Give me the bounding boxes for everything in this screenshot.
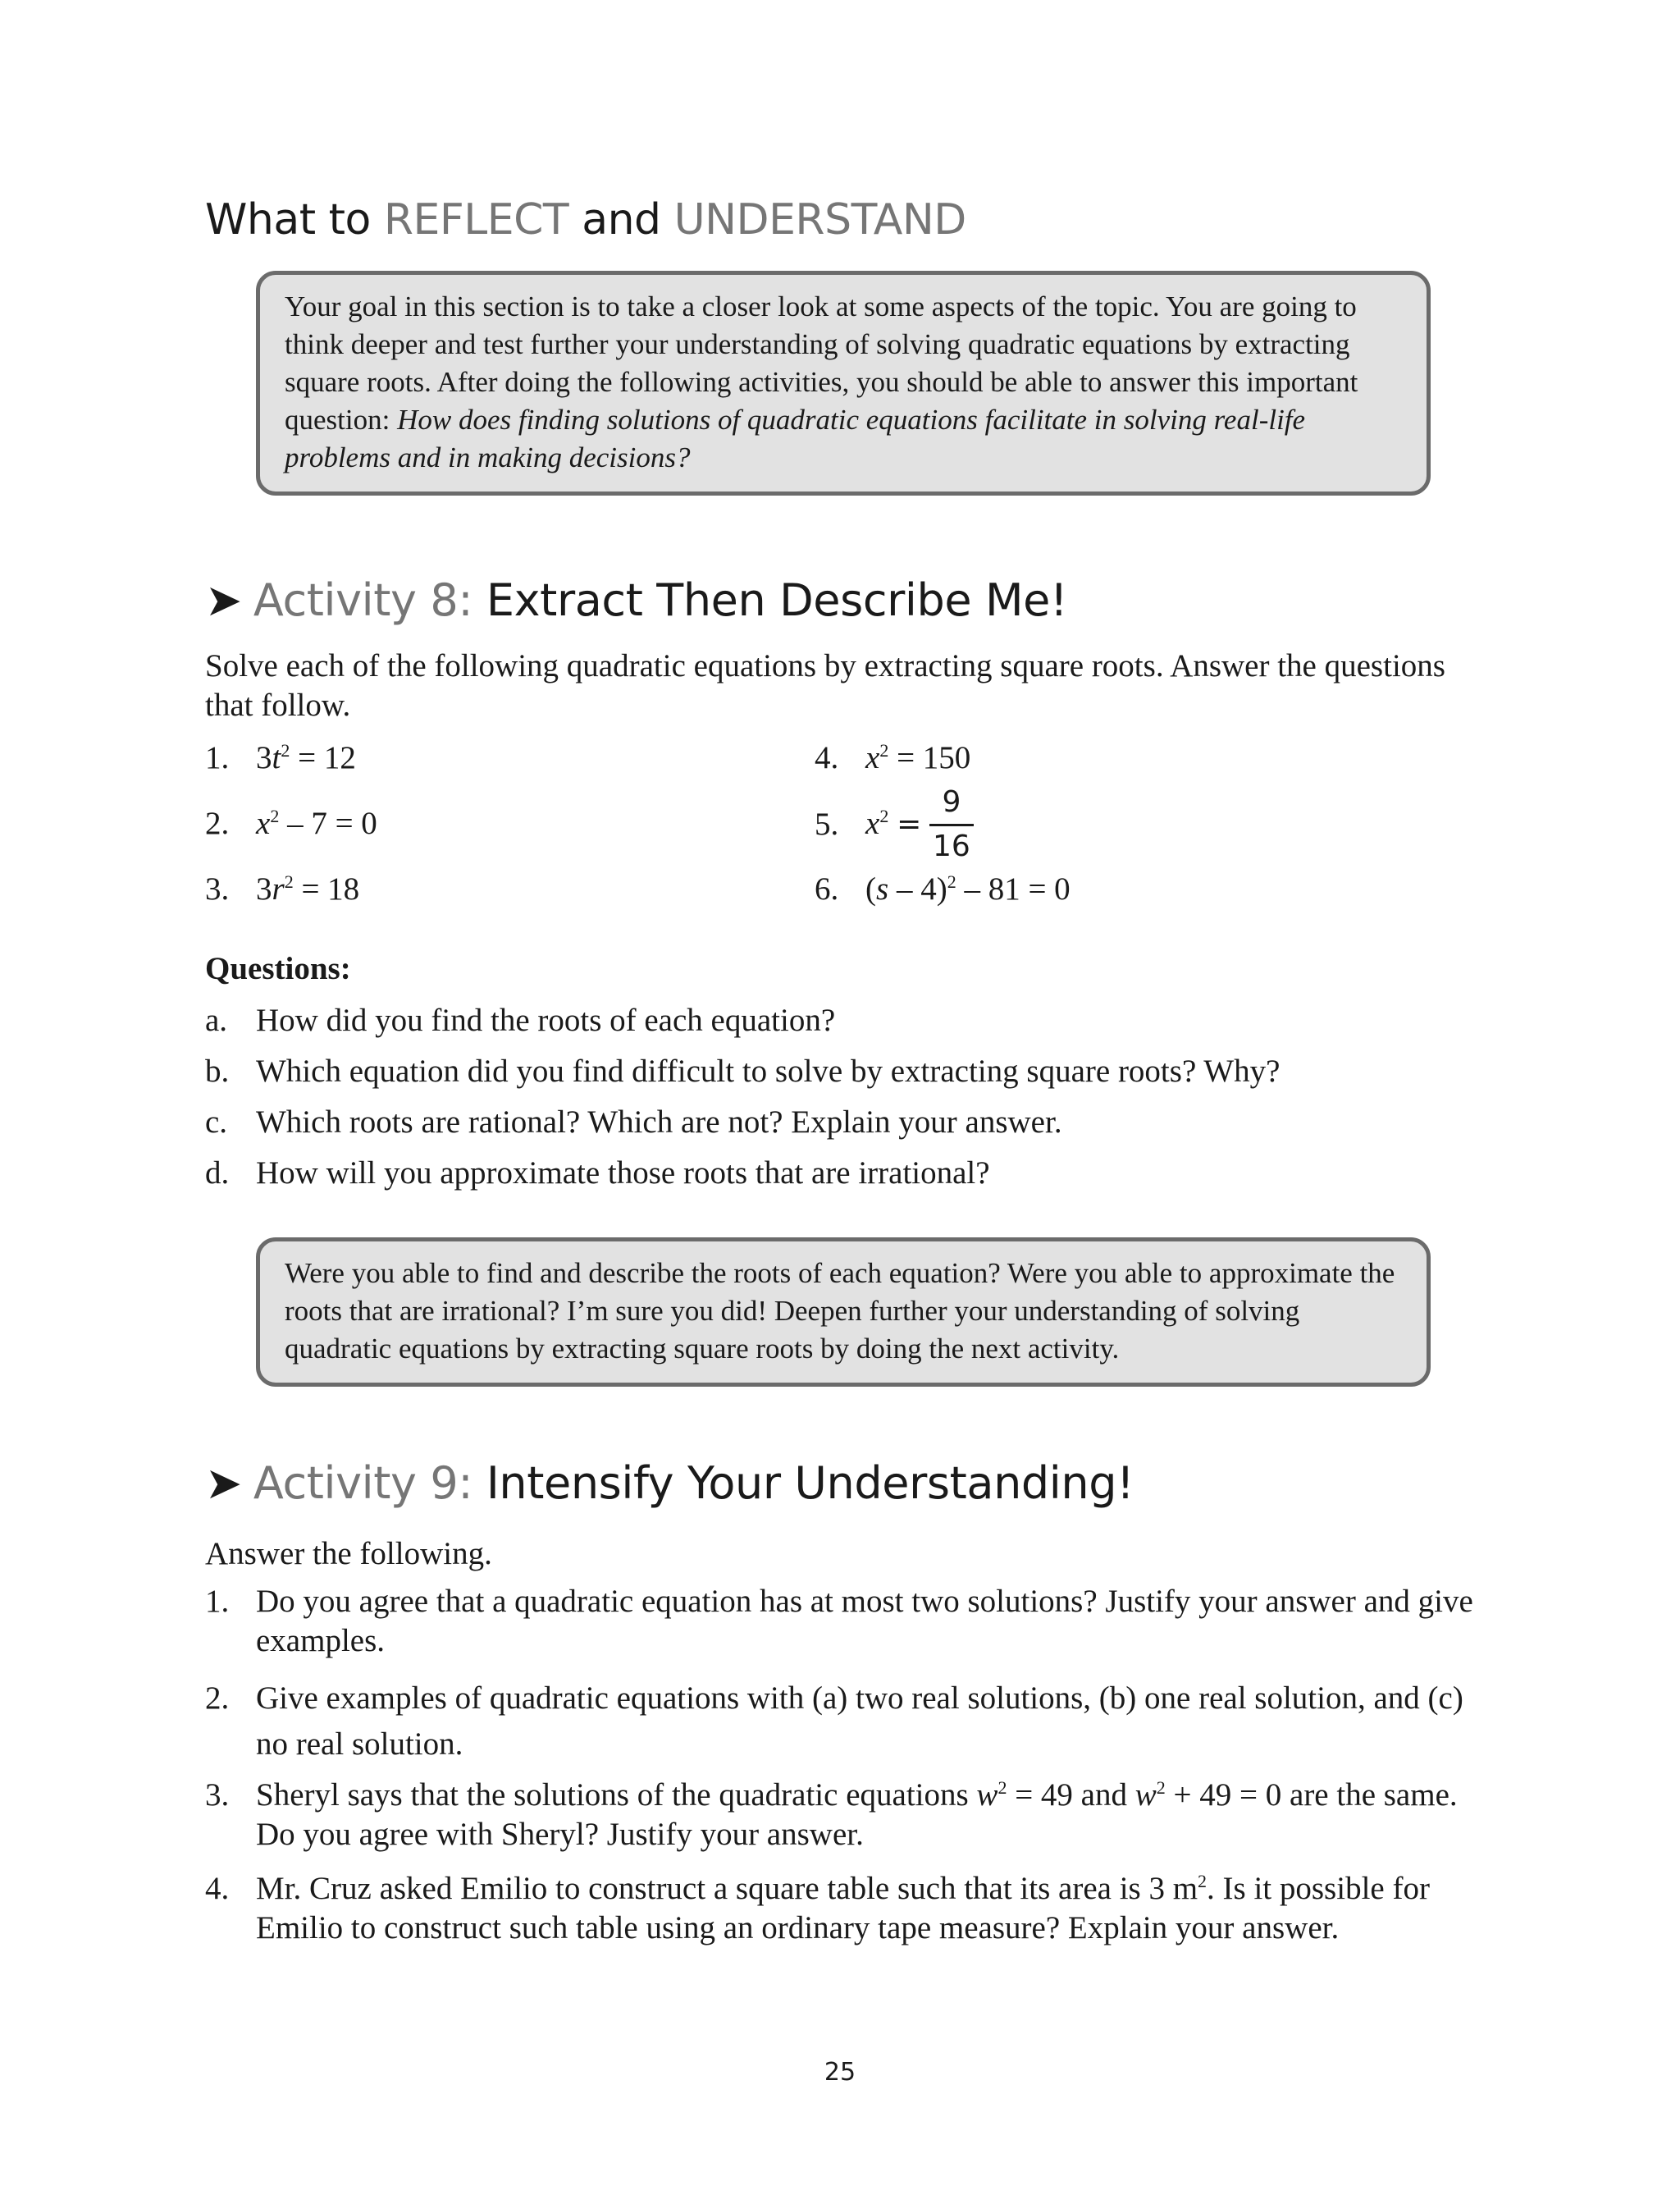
- activity-9-label: Activity 9:: [253, 1457, 473, 1509]
- activity-9-item-2: 2. Give examples of quadratic equations with (a) two real solutions, (b) one real solution, and (c) no real solution.: [205, 1680, 1463, 1762]
- section-title-and: and: [568, 195, 674, 245]
- feedback-callout-box: [256, 1237, 1431, 1387]
- section-title: [205, 195, 966, 245]
- activity-9-title: Intensify Your Understanding!: [486, 1457, 1134, 1509]
- activity-9-item-4: 4. Mr. Cruz asked Emilio to construct a square table such that its area is 3 $m^2$. Is it possible for Emilio to construct such table using an ordinary tape measure? Explain your answer.: [205, 1871, 1430, 1945]
- fraction-9-over-16: $\frac{9}{16}$: [929, 781, 974, 867]
- activity-8-label: Activity 8:: [253, 574, 473, 626]
- activity-8-heading: [205, 574, 1067, 626]
- question-b: b. Which equation did you find difficult to solve by extracting square roots? Why?: [205, 1054, 1281, 1089]
- question-a: a. How did you find the roots of each equation?: [205, 1003, 836, 1038]
- activity-9-heading: [205, 1457, 1134, 1509]
- page-number: 25: [824, 2058, 856, 2087]
- activity-9-intro: Answer the following.: [205, 1536, 492, 1571]
- activity-8-title: Extract Then Describe Me!: [486, 574, 1068, 626]
- activity-9-item-1: 1. Do you agree that a quadratic equation has at most two solutions? Justify your answer and give examples.: [205, 1584, 1473, 1658]
- goal-question: How does finding solutions of quadratic equations facilitate in solving real-life problems and in making decisions?: [285, 404, 1306, 473]
- feedback-text: Were you able to find and describe the roots of each equation? Were you able to approximate the roots that are irrational? I’m sure you did! Deepen further your understanding of solving quadratic equations by extracting square roots by doing the next activity.: [285, 1257, 1395, 1365]
- goal-callout-box: [256, 271, 1431, 496]
- activity-9-item-3: 3. Sheryl says that the solutions of the quadratic equations $w^2 = 49$ and $w^2 + 49 = 0$ are the same. Do you agree with Sheryl? Justify your answer.: [205, 1777, 1458, 1852]
- section-title-reflect: REFLECT: [383, 195, 569, 245]
- equation-6: 6. (s – 4)$^2$ – 81 = 0: [815, 871, 1071, 907]
- goal-text: Your goal in this section is to take a closer look at some aspects of the topic. You are going to think deeper and test further your understanding of solving quadratic equations by extracting square roots. After doing the following activities, you should be able to answer this important question:: [285, 290, 1358, 436]
- questions-heading: Questions:: [205, 951, 351, 986]
- section-title-prefix: What to: [205, 195, 384, 245]
- question-c: c. Which roots are rational? Which are not? Explain your answer.: [205, 1104, 1062, 1140]
- activity-8-instructions: Solve each of the following quadratic equations by extracting square roots. Answer the questions that follow.: [205, 648, 1445, 723]
- section-title-understand: UNDERSTAND: [673, 195, 966, 245]
- equation-1: 1. $3t^2 = 12$: [205, 740, 356, 775]
- question-d: d. How will you approximate those roots that are irrational?: [205, 1155, 990, 1191]
- equation-4: 4. $x^2 = 150$: [815, 740, 971, 775]
- arrow-icon: ➤: [205, 1457, 242, 1509]
- equation-2: 2. $x^2 - 7 = 0$: [205, 806, 377, 841]
- equation-3: 3. $3r^2 = 18$: [205, 871, 360, 907]
- arrow-icon: ➤: [205, 574, 242, 626]
- equation-5: 5. $x^2$ = $\frac{9}{16}$: [815, 781, 974, 867]
